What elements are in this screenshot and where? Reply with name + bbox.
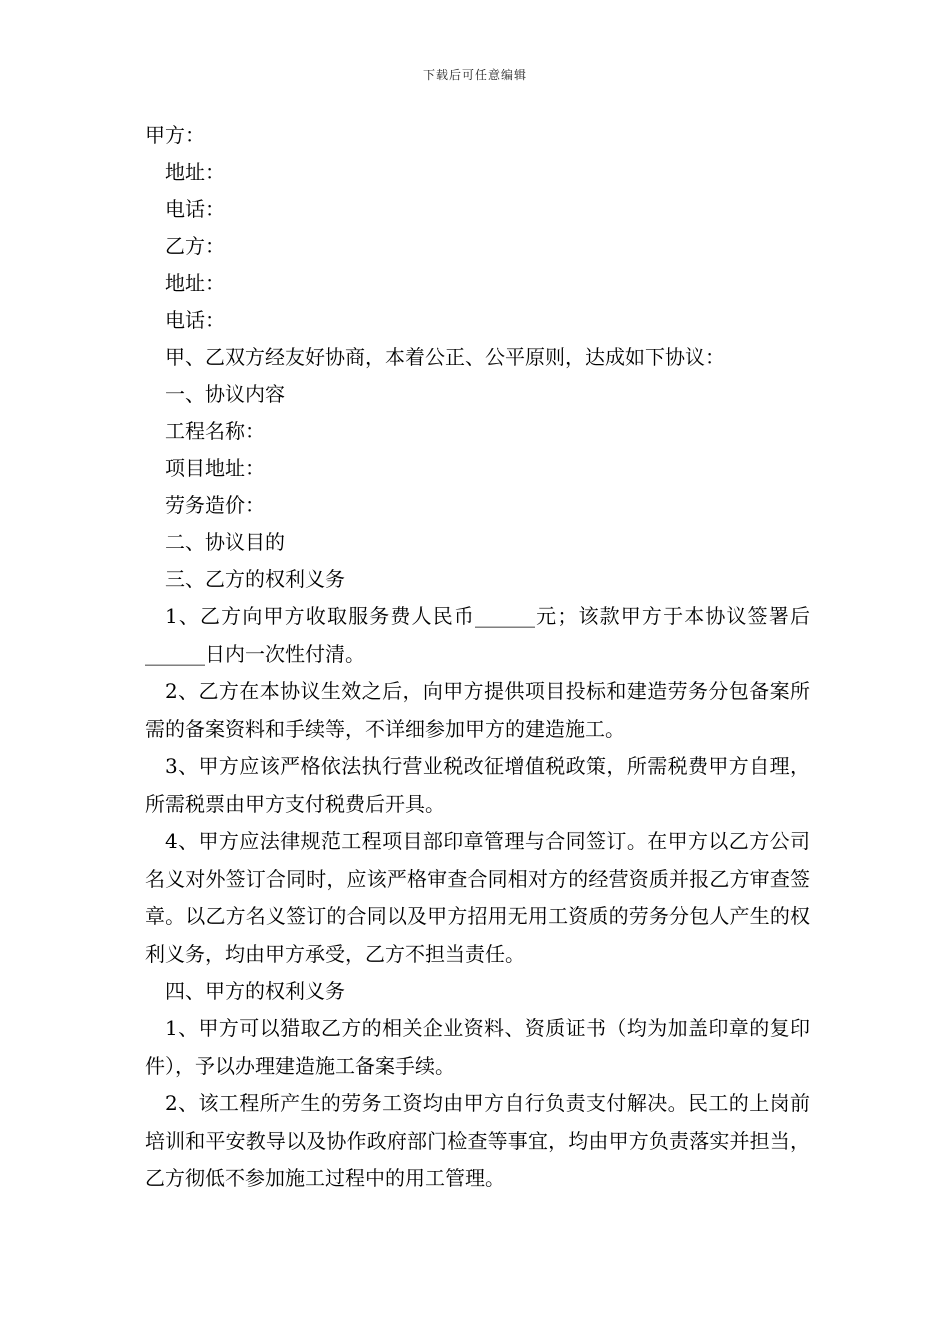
party-b-phone: 电话：	[165, 308, 225, 332]
project-name-field: 工程名称：	[165, 419, 265, 443]
section-3-clause-1: 1、乙方向甲方收取服务费人民币______元；该款甲方于本协议签署后______日内一次性付清。	[145, 604, 810, 666]
section-2-heading: 二、协议目的	[165, 530, 285, 554]
agreement-intro: 甲、乙双方经友好协商，本着公正、公平原则，达成如下协议：	[165, 345, 725, 369]
party-a-address: 地址：	[165, 160, 225, 184]
party-a-label: 甲方：	[145, 123, 205, 147]
party-a-phone: 电话：	[165, 197, 225, 221]
party-b-label: 乙方：	[165, 234, 225, 258]
section-3-heading: 三、乙方的权利义务	[165, 567, 345, 591]
section-3-clause-3: 3、甲方应该严格依法执行营业税改征增值税政策，所需税费甲方自理，所需税票由甲方支付税费后开具。	[145, 754, 810, 816]
party-b-address: 地址：	[165, 271, 225, 295]
section-3-clause-4: 4、甲方应法律规范工程项目部印章管理与合同签订。在甲方以乙方公司名义对外签订合同时，应该严格审查合同相对方的经营资质并报乙方审查签章。以乙方名义签订的合同以及甲方招用无用工资质的劳务分包人产生的权利义务，均由甲方承受，乙方不担当责任。	[145, 829, 810, 966]
section-4-clause-1: 1、甲方可以猎取乙方的相关企业资料、资质证书（均为加盖印章的复印件），予以办理建造施工备案手续。	[145, 1016, 810, 1078]
section-4-clause-2: 2、该工程所产生的劳务工资均由甲方自行负责支付解决。民工的上岗前培训和平安教导以及协作政府部门检查等事宜，均由甲方负责落实并担当，乙方彻低不参加施工过程中的用工管理。	[145, 1091, 810, 1190]
page-header: 下载后可任意编辑	[422, 68, 527, 82]
labor-cost-field: 劳务造价：	[165, 493, 265, 517]
section-1-heading: 一、协议内容	[165, 382, 285, 406]
section-3-clause-2: 2、乙方在本协议生效之后，向甲方提供项目投标和建造劳务分包备案所需的备案资料和手续等，不详细参加甲方的建造施工。	[145, 679, 810, 741]
section-4-heading: 四、甲方的权利义务	[165, 979, 345, 1003]
document-body	[145, 117, 810, 1198]
project-address-field: 项目地址：	[165, 456, 265, 480]
